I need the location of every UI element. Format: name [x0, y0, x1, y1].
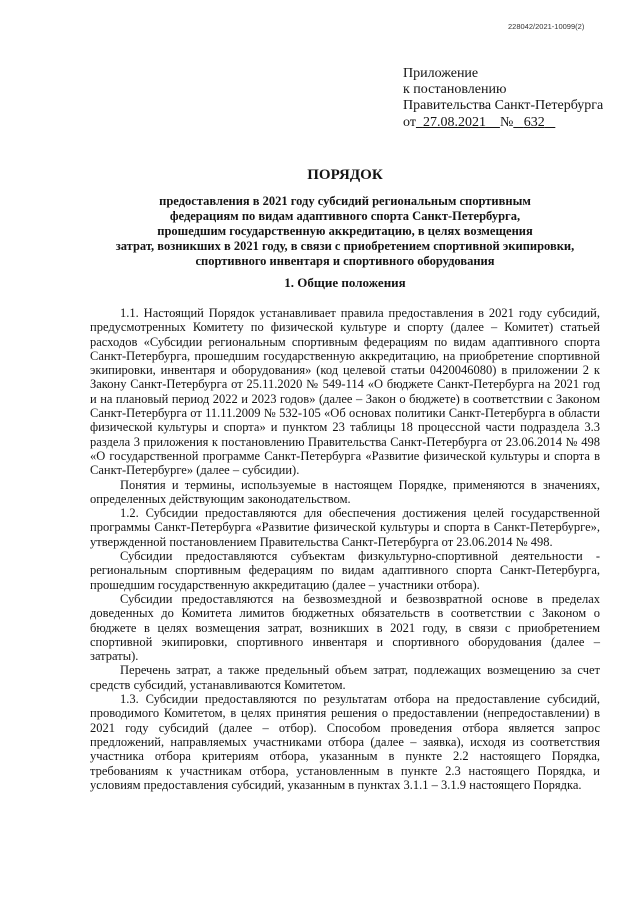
- paragraph: 1.1. Настоящий Порядок устанавливает правила предоставления в 2021 году субсидий, предусмотренных Комитету по физической культуре и спорту (далее – Комитет) статьей расходов «Субсидии региональным спортивным федерациям по видам адаптивного спорта Санкт-Петербурга, прошедшим государственную аккредитацию, на приобретение спортивной экипировки, инвентаря и оборудования» (код целевой статьи 0420046080) в приложении 2 к Закону Санкт-Петербурга от 25.11.2020 № 549-114 «О бюджете Санкт-Петербурга на 2021 год и на плановый период 2022 и 2023 годов» (далее – Закон о бюджете) в соответствии с Законом Санкт-Петербурга от 11.11.2009 № 532-105 «Об основах политики Санкт-Петербурга в области физической культуры и спорта» и пунктом 23 таблицы 18 процессной части подраздела 3.3 раздела 3 приложения к постановлению Правительства Санкт-Петербурга от 23.06.2014 № 498 «О государственной программе Санкт-Петербурга «Развитие физической культуры и спорта в Санкт-Петербурге» (далее – субсидии).: [90, 306, 600, 478]
- number-prefix: №: [499, 114, 514, 130]
- paragraph: Субсидии предоставляются субъектам физкультурно-спортивной деятельности - региональным спортивным федерациям по видам адаптивного спорта Санкт-Петербурга, прошедшим государственную аккредитацию (далее – участники отбора).: [90, 549, 600, 592]
- appendix-line-3: Правительства Санкт-Петербурга: [403, 98, 604, 114]
- appendix-line-1: Приложение: [403, 66, 479, 81]
- subtitle-line: предоставления в 2021 году субсидий региональным спортивным: [159, 194, 531, 208]
- paragraph: Понятия и термины, используемые в настоящем Порядке, применяются в значениях, определенных действующим законодательством.: [90, 477, 600, 506]
- subtitle-line: прошедшим государственную аккредитацию, в целях возмещения: [157, 224, 533, 238]
- title-main: ПОРЯДОК: [307, 167, 383, 183]
- subtitle-line: затрат, возникших в 2021 году, в связи с приобретением спортивной экипировки,: [115, 239, 575, 253]
- paragraph: Субсидии предоставляются на безвозмездной и безвозвратной основе в пределах доведенных до Комитета лимитов бюджетных обязательств в соответствии с Законом о бюджете в целях возмещения затрат, возникших в 2021 году, в связи с приобретением спортивной экипировки, спортивного инвентаря и спортивного оборудования (далее – затраты).: [90, 591, 600, 664]
- section-heading: 1. Общие положения: [284, 275, 406, 290]
- appendix-block: [403, 66, 603, 131]
- document-id: 228042/2021-10099(2): [508, 22, 585, 31]
- subtitle-line: спортивного инвентаря и спортивного оборудования: [195, 254, 495, 268]
- document-title: [90, 167, 600, 269]
- date-prefix: от: [403, 114, 416, 130]
- section-body: [90, 306, 600, 792]
- appendix-line-2: к постановлению: [403, 82, 507, 98]
- paragraph: 1.2. Субсидии предоставляются для обеспечения достижения целей государственной программы Санкт-Петербурга «Развитие физической культуры и спорта в Санкт-Петербурге», утвержденной постановлением Правительства Санкт-Петербурга от 23.06.2014 № 498.: [90, 506, 600, 549]
- subtitle-line: федерациям по видам адаптивного спорта Санкт-Петербурга,: [169, 209, 521, 223]
- decree-date: 27.08.2021: [422, 114, 486, 130]
- paragraph: 1.3. Субсидии предоставляются по результатам отбора на предоставление субсидий, проводимого Комитетом, в целях принятия решения о предоставлении (непредоставлении) в 2021 году субсидий (далее – отбор). Способом проведения отбора является запрос предложений, направляемых участниками отбора (далее – заявка), исходя из соответствия участника отбора критериям отбора, указанным в пункте 2.2 настоящего Порядка, требованиям к участникам отбора, установленным в пункте 2.3 настоящего Порядка, и условиям предоставления субсидий, указанным в пунктах 3.1.1 – 3.1.9 настоящего Порядка.: [90, 692, 600, 792]
- paragraph: Перечень затрат, а также предельный объем затрат, подлежащих возмещению за счет средств субсидий, устанавливаются Комитетом.: [90, 663, 600, 692]
- title-subtitle: [90, 194, 600, 269]
- decree-number: 632: [523, 114, 545, 130]
- appendix-date-line: [403, 115, 603, 131]
